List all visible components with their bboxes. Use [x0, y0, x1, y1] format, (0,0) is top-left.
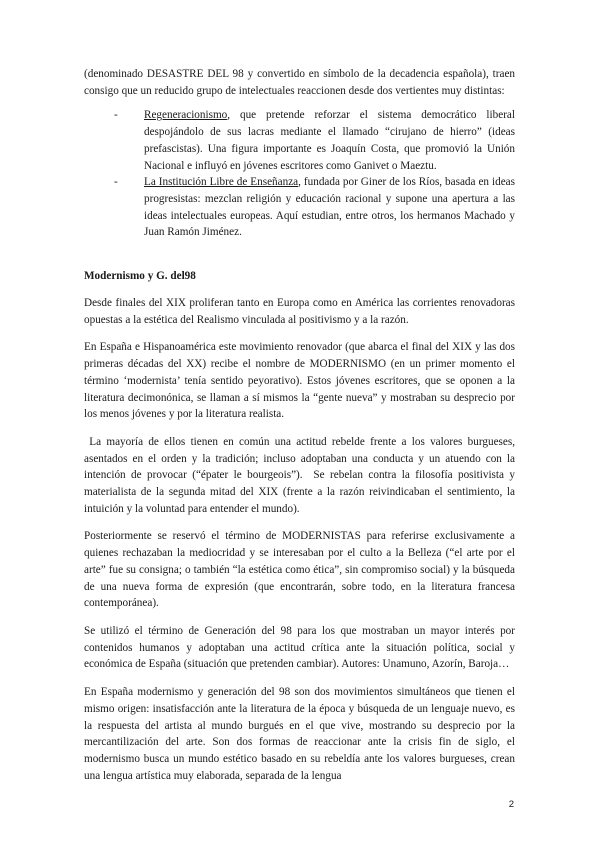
list-item-text: , que pretende reforzar el sistema democrático liberal despojándolo de sus lacras mediante el llamado “cirujano de hierro” (ideas prefascistas). Una figura importante es Joaquín Costa, que promovió la Unión Nacional e influyó en jóvenes escritores como Ganivet o Maeztu.	[144, 109, 515, 172]
dash-bullet: -	[114, 109, 118, 122]
body-paragraph: En España e Hispanoamérica este movimiento renovador (que abarca el final del XIX y las dos primeras décadas del XX) recibe el nombre de MODERNISMO (en un primer momento el término ‘modernista’ tenía sentido peyorativo). Estos jóvenes escritores, que se oponen a la literatura decimonónica, se llaman a sí mismos la “gente nueva” y mostraban su desprecio por los menos jóvenes y por la literatura realista.	[84, 341, 515, 421]
dash-bullet: -	[114, 176, 118, 189]
page-number: 2	[508, 799, 514, 810]
list-item-title: La Institución Libre de Enseñanza	[144, 176, 299, 189]
list-item-title: Regeneracionismo	[144, 109, 228, 122]
body-paragraph: Desde finales del XIX proliferan tanto en Europa como en América las corrientes renovadoras opuestas a la estética del Realismo vinculada al positivismo y a la razón.	[84, 297, 515, 326]
list-item	[84, 107, 515, 174]
section-heading: Modernismo y G. del98	[84, 270, 196, 283]
list-item	[84, 174, 515, 241]
intro-paragraph: (denominado DESASTRE DEL 98 y convertido en símbolo de la decadencia española), traen consigo que un reducido grupo de intelectuales reaccionen desde dos vertientes muy distintas:	[84, 68, 515, 97]
dash-list	[84, 107, 515, 241]
body-paragraph: En España modernismo y generación del 98 son dos movimientos simultáneos que tienen el mismo origen: insatisfacción ante la literatura de la época y búsqueda de un lenguaje nuevo, es la respuesta del artista al mundo burgués en el que vive, mostrando su desprecio por la mercantilización del arte. Son dos formas de reaccionar ante la crisis fin de siglo, el modernismo busca un mundo estético basado en su rebeldía ante los valores burgueses, crean una lengua artística muy elaborada, separada de la lengua	[84, 686, 515, 782]
body-paragraph: La mayoría de ellos tienen en común una actitud rebelde frente a los valores burgueses, asentados en el orden y la tradición; incluso adoptaban una conducta y un atuendo con la intención de provocar (“épater le bourgeois”). Se rebelan contra la filosofía positivista y materialista de la segunda mitad del XIX (frente a la razón reivindicaban el sentimiento, la intuición y la voluntad para entender el mundo).	[84, 435, 518, 515]
document-page	[84, 66, 518, 795]
body-paragraph: Se utilizó el término de Generación del 98 para los que mostraban un mayor interés por contenidos humanos y adoptaban una actitud crítica ante la situación política, social y económica de España (situación que pretenden cambiar). Autores: Unamuno, Azorín, Baroja…	[84, 624, 515, 671]
list-item-text: , fundada por Giner de los Ríos, basada en ideas progresistas: mezclan religión y educación racional y supone una apertura a las ideas intelectuales europeas. Aquí estudian, entre otros, los hermanos Machado y Juan Ramón Jiménez.	[144, 176, 515, 239]
body-paragraph: Posteriormente se reservó el término de MODERNISTAS para referirse exclusivamente a quienes rechazaban la mediocridad y se interesaban por el culto a la Belleza (“el arte por el arte” fue su consigna; o también “la estética como ética”, sin compromiso social) y la búsqueda de una nueva forma de expresión (que encontrarán, sobre todo, en la literatura francesa contemporánea).	[84, 530, 515, 610]
